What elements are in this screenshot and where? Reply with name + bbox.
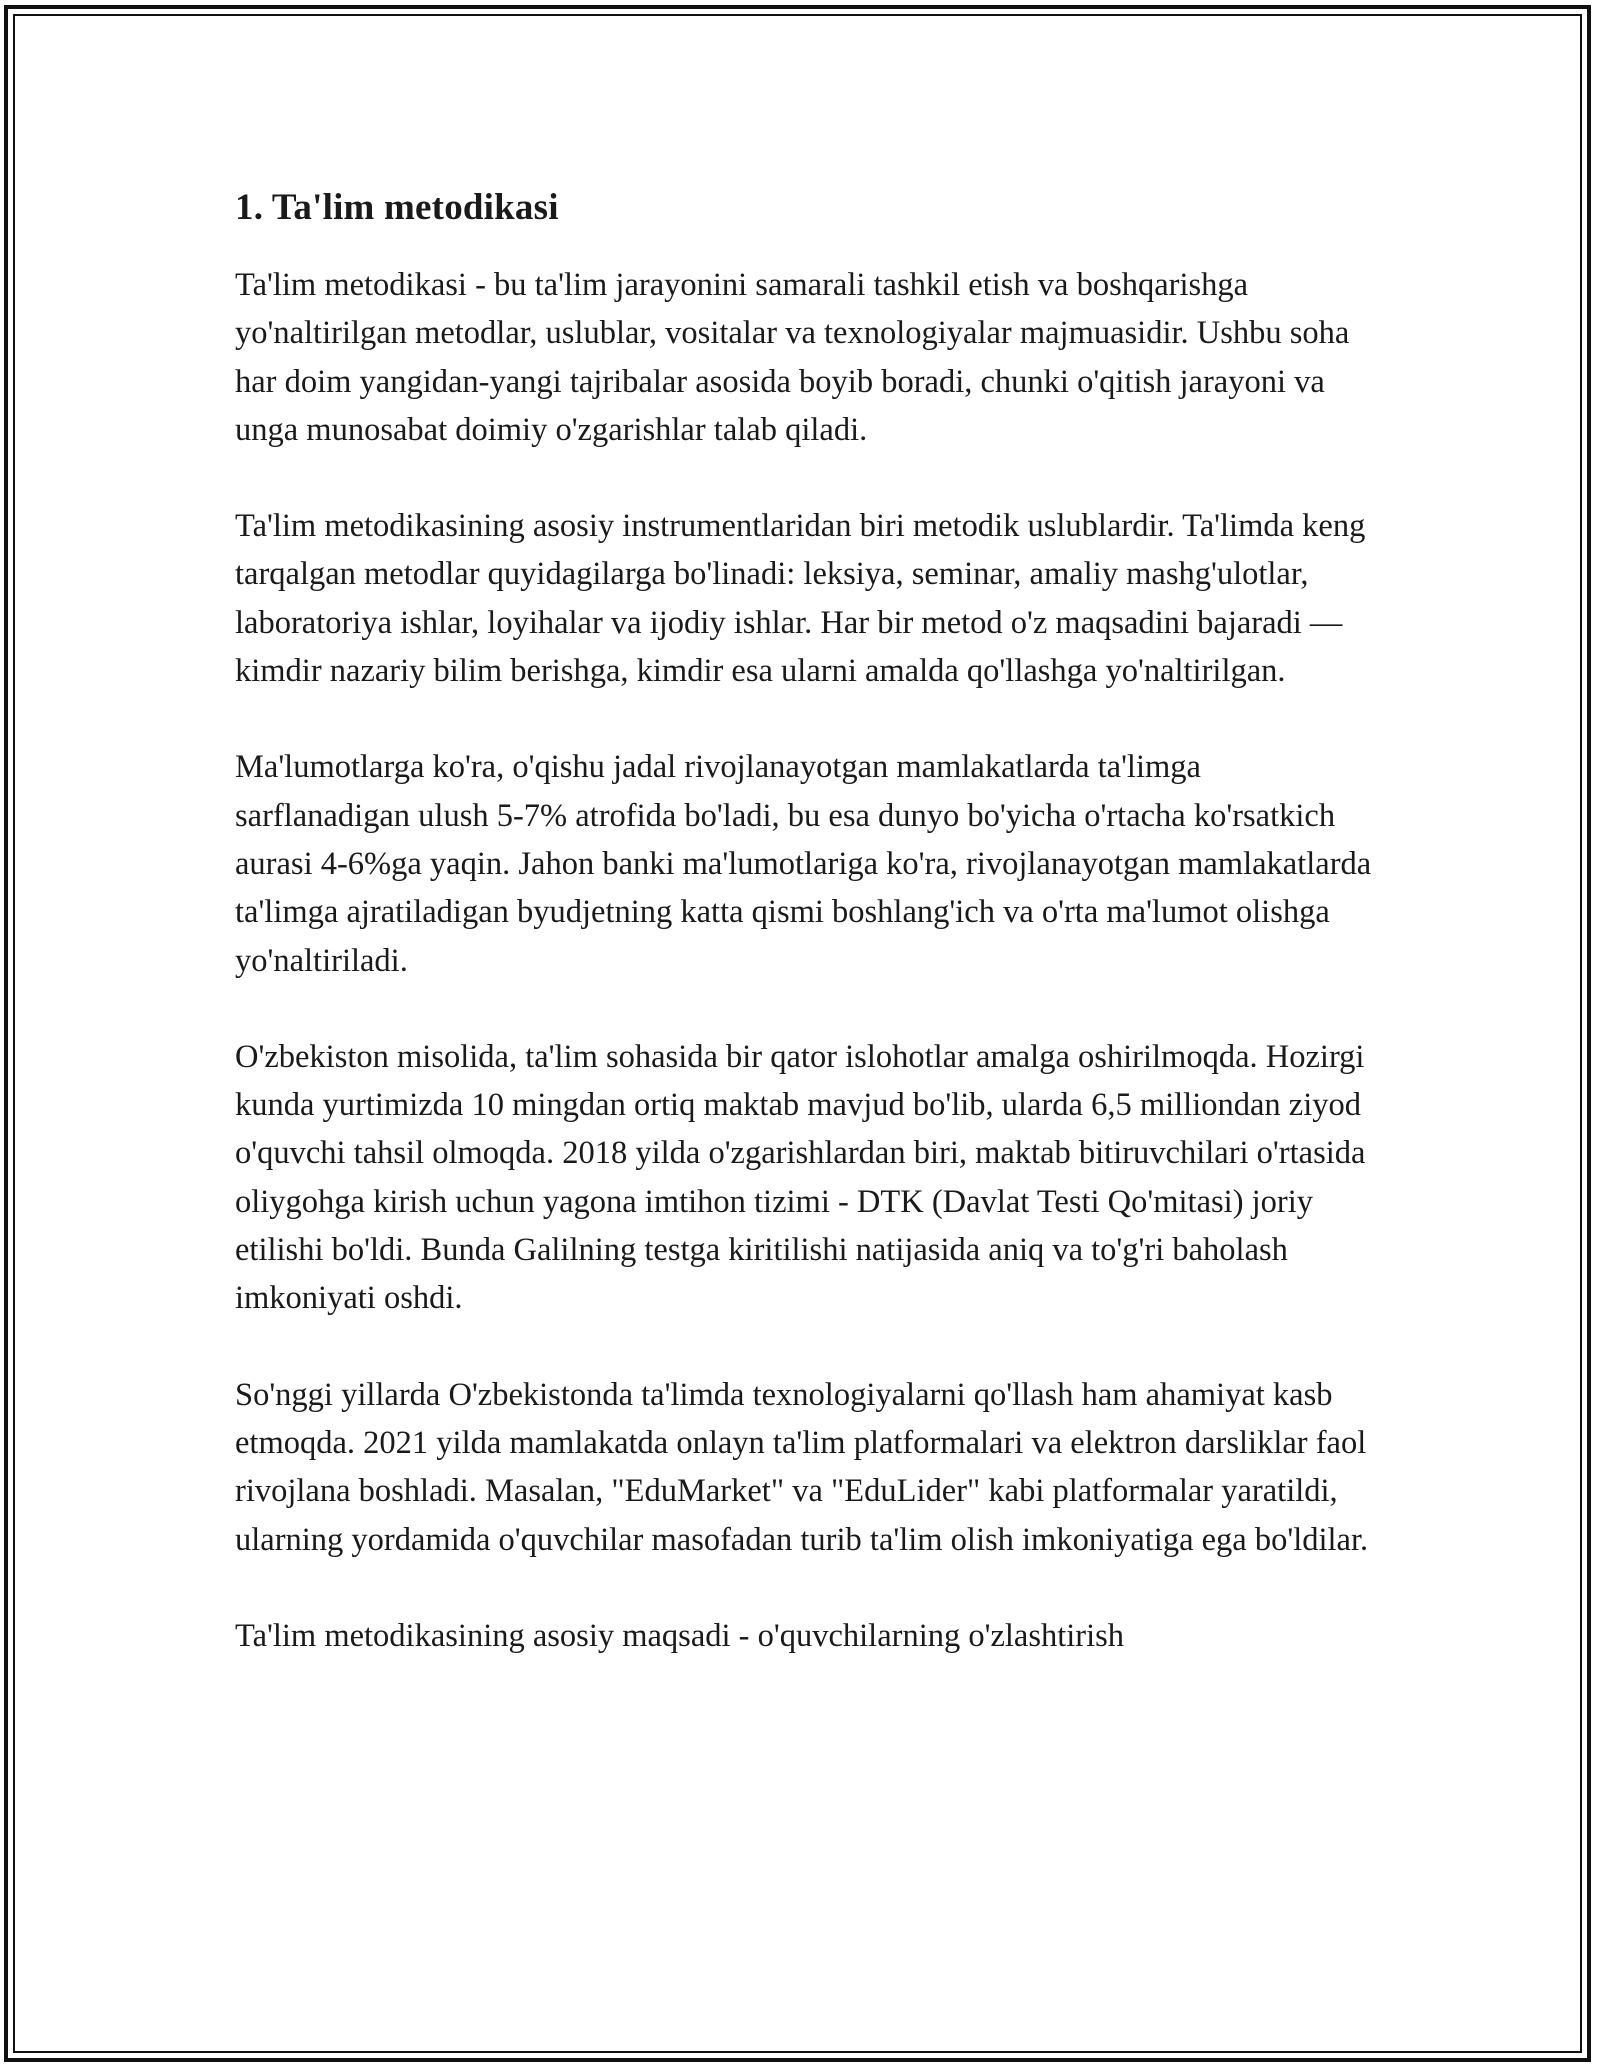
- paragraph-definition: Ta'lim metodikasi - bu ta'lim jarayonini samarali tashkil etish va boshqarishga yo'naltirilgan metodlar, uslublar, vositalar va texnologiyalar majmuasidir. Ushbu soha har doim yangidan-yangi tajribalar asosida boyib boradi, chunki o'qitish jarayoni va unga munosabat doimiy o'zgarishlar talab qiladi.: [235, 267, 1350, 448]
- section-heading: 1. Ta'lim metodikasi: [235, 187, 559, 228]
- paragraph-goal: Ta'lim metodikasining asosiy maqsadi - o'quvchilarning o'zlashtirish: [235, 1617, 1125, 1654]
- paragraph-methods: Ta'lim metodikasining asosiy instrumentlaridan biri metodik uslublardir. Ta'limda keng tarqalgan metodlar quyidagilarga bo'linadi: leksiya, seminar, amaliy mashg'ulotlar, laboratoriya ishlar, loyihalar va ijodiy ishlar. Har bir metod o'z maqsadini bajaradi — kimdir nazariy bilim berishga, kimdir esa ularni amalda qo'llashga yo'naltirilgan.: [235, 508, 1366, 690]
- document-body: [235, 184, 1375, 1708]
- paragraph-uzbekistan-reforms: O'zbekiston misolida, ta'lim sohasida bir qator islohotlar amalga oshirilmoqda. Hozirgi kunda yurtimizda 10 mingdan ortiq maktab mavjud bo'lib, ularda 6,5 milliondan ziyod o'quvchi tahsil olmoqda. 2018 yilda o'zgarishlardan biri, maktab bitiruvchilari o'rtasida oliygohga kirish uchun yagona imtihon tizimi - DTK (Davlat Testi Qo'mitasi) joriy etilishi bo'ldi. Bunda Galilning testga kiritilishi natijasida aniq va to'g'ri baholash imkoniyati oshdi.: [235, 1038, 1366, 1317]
- paragraph-technology: So'nggi yillarda O'zbekistonda ta'limda texnologiyalarni qo'llash ham ahamiyat kasb etmoqda. 2021 yilda mamlakatda onlayn ta'lim platformalari va elektron darsliklar faol rivojlana boshladi. Masalan, "EduMarket" va "EduLider" kabi platformalar yaratildi, ularning yordamida o'quvchilar masofadan turib ta'lim olish imkoniyatiga ega bo'ldilar.: [235, 1376, 1369, 1558]
- paragraph-statistics: Ma'lumotlarga ko'ra, o'qishu jadal rivojlanayotgan mamlakatlarda ta'limga sarflanadigan ulush 5-7% atrofida bo'ladi, bu esa dunyo bo'yicha o'rtacha ko'rsatkich aurasi 4-6%ga yaqin. Jahon banki ma'lumotlariga ko'ra, rivojlanayotgan mamlakatlarda ta'limga ajratiladigan byudjetning katta qismi boshlang'ich va o'rta ma'lumot olishga yo'naltiriladi.: [235, 749, 1372, 979]
